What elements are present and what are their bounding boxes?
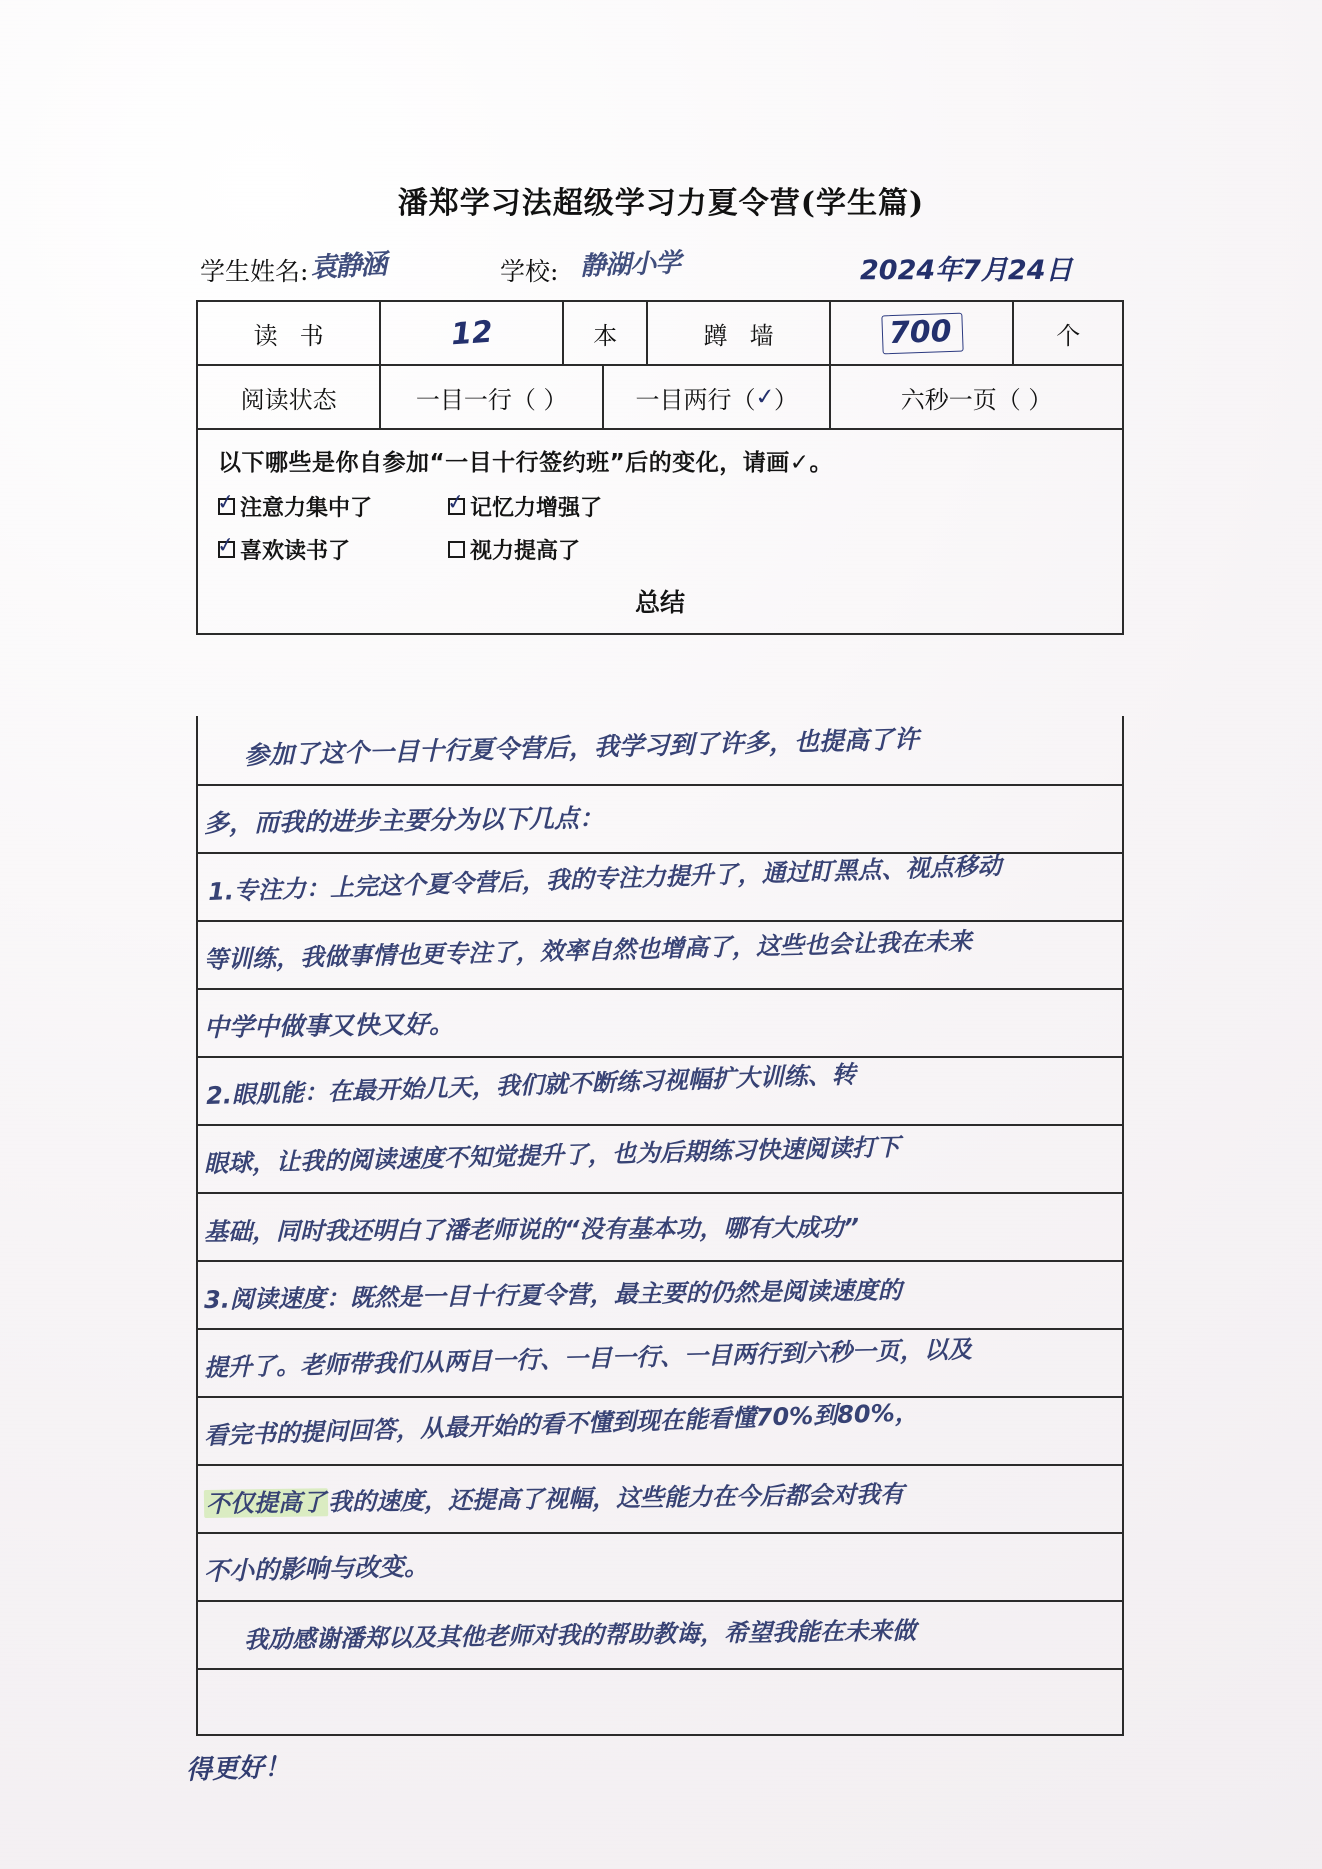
rule-line xyxy=(198,1260,1122,1262)
option-row-2 xyxy=(218,534,1102,565)
checkbox-icon[interactable] xyxy=(218,541,235,558)
handwritten-rest: 我的速度，还提高了视幅，这些能力在今后都会对我有 xyxy=(327,1480,905,1517)
student-name-value: 袁静涵 xyxy=(309,249,386,284)
rule-line xyxy=(198,1532,1122,1534)
option-label: 视力提高了 xyxy=(470,539,581,564)
rule-line xyxy=(198,988,1122,990)
option-label: 记忆力增强了 xyxy=(470,496,603,521)
handwritten-line-highlighted xyxy=(204,1474,904,1519)
check-mark-icon: ✓ xyxy=(753,383,777,411)
rule-line xyxy=(198,1600,1122,1602)
option-memory[interactable] xyxy=(448,491,602,522)
handwritten-line: 基础，同时我还明白了潘老师说的“没有基本功，哪有大成功” xyxy=(203,1213,860,1246)
date-value: 2024年7月24日 xyxy=(860,255,1073,286)
reading-state-label: 阅读状态 xyxy=(198,366,381,428)
rule-line xyxy=(198,1328,1122,1330)
rule-line xyxy=(198,784,1122,786)
school-label: 学校: xyxy=(500,257,559,286)
read-count-value: 12 xyxy=(381,302,564,364)
option-attention[interactable] xyxy=(218,491,448,522)
checkbox-icon[interactable] xyxy=(448,541,465,558)
highlighted-text: 不仅提高了 xyxy=(205,1488,327,1518)
rule-line xyxy=(198,1192,1122,1194)
handwritten-line: 等训练，我做事情也更专注了，效率自然也增高了，这些也会让我在未来 xyxy=(203,927,973,974)
squat-unit: 个 xyxy=(1056,321,1081,350)
rule-line xyxy=(198,1056,1122,1058)
question-prompt: 以下哪些是你自参加“一目十行签约班”后的变化，请画✓。 xyxy=(218,450,834,476)
rule-line xyxy=(198,1124,1122,1126)
handwritten-line: 不小的影响与改变。 xyxy=(203,1551,430,1586)
rule-line xyxy=(198,1396,1122,1398)
handwritten-line: 看完书的提问回答，从最开始的看不懂到现在能看懂70%到80%， xyxy=(203,1398,920,1450)
handwritten-line: 多，而我的进步主要分为以下几点： xyxy=(203,803,605,838)
reading-state-option-one-line[interactable]: 一目一行（ ） xyxy=(381,366,604,428)
read-count-label: 读书 xyxy=(198,302,381,364)
handwritten-line: 眼球，让我的阅读速度不知觉提升了，也为后期练习快速阅读打下 xyxy=(203,1132,901,1178)
stats-table xyxy=(196,300,1124,430)
read-count-unit: 本 xyxy=(564,302,648,364)
handwritten-closing: 得更好！ xyxy=(185,1752,291,1786)
squat-label: 蹲墙 xyxy=(648,302,831,364)
option-row-1 xyxy=(218,491,1102,522)
form-header xyxy=(200,248,1160,290)
rule-line xyxy=(198,1668,1122,1670)
reading-state-option-two-lines[interactable]: 一目两行（ ✓ ） xyxy=(604,366,831,428)
table-row xyxy=(198,302,1122,366)
handwritten-line: 1.专注力：上完这个夏令营后，我的专注力提升了，通过盯黑点、视点移动 xyxy=(207,851,1002,906)
table-row xyxy=(198,366,1122,428)
handwritten-line: 提升了。老师带我们从两目一行、一目一行、一目两行到六秒一页，以及 xyxy=(203,1335,973,1382)
handwritten-line: 我劢感谢潘郑以及其他老师对我的帮助教诲，希望我能在未来做 xyxy=(243,1616,917,1654)
handwritten-line: 参加了这个一目十行夏令营后，我学习到了许多，也提高了许 xyxy=(243,724,920,770)
change-question-block xyxy=(196,424,1124,635)
handwritten-line: 3.阅读速度：既然是一目十行夏令营，最主要的仍然是阅读速度的 xyxy=(203,1276,902,1314)
summary-writing-area xyxy=(196,716,1124,1736)
squat-value: 700 xyxy=(831,302,1014,364)
handwritten-line: 中学中做事又快又好。 xyxy=(203,1009,455,1042)
student-name-label: 学生姓名: xyxy=(200,257,309,286)
checkbox-icon[interactable] xyxy=(448,498,465,515)
option-eyesight[interactable] xyxy=(448,534,580,565)
rule-line xyxy=(198,920,1122,922)
option-label: 注意力集中了 xyxy=(240,496,373,521)
option-likes-reading[interactable] xyxy=(218,534,448,565)
summary-heading: 总结 xyxy=(634,588,685,617)
handwritten-line: 2.眼肌能：在最开始几天，我们就不断练习视幅扩大训练、转 xyxy=(205,1060,857,1110)
page-title: 潘郑学习法超级学习力夏令营(学生篇) xyxy=(397,186,925,221)
school-value: 静湖小学 xyxy=(579,248,681,282)
checkbox-icon[interactable] xyxy=(218,498,235,515)
rule-line xyxy=(198,1464,1122,1466)
reading-state-option-six-seconds[interactable]: 六秒一页（ ） xyxy=(900,385,1053,414)
option-label: 喜欢读书了 xyxy=(240,539,351,564)
